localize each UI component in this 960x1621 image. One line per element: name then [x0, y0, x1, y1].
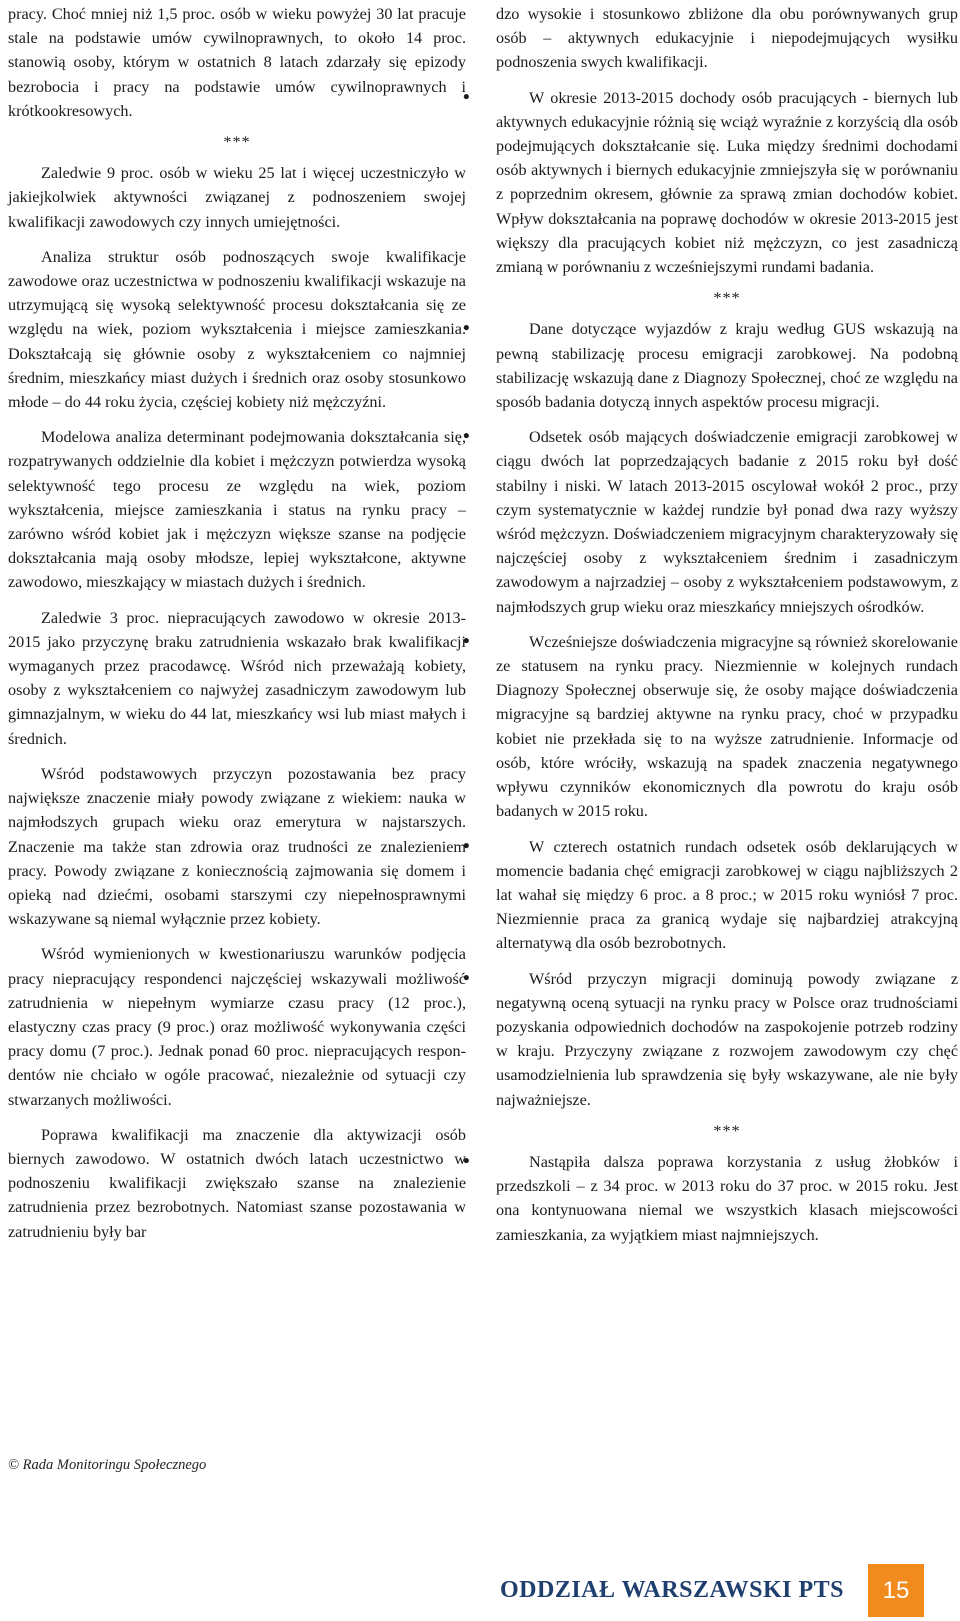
section-separator: *** — [223, 133, 251, 152]
section-separator: *** — [713, 1121, 741, 1140]
footer-organization: ODDZIAŁ WARSZAWSKI PTS — [500, 1577, 844, 1603]
bullet-paragraph: • Analiza struktur osób podnoszących swoje kwalifikacje zawodowe oraz uczestnictwa w podnoszeniu kwalifikacji wskazuje na utrzymującą się wysoką selektywność procesu dokształcania się ze względu na wiek, poziom wykształcenia i miejsce zamieszkania. Dokształcają się głównie osoby z wykształceniem co najmniej średnim, mieszkańcy miast dużych i średnich oraz osoby stosunkowo młode – do 44 roku życia, częściej kobiety niż mężczyźni. — [8, 245, 466, 414]
section-separator: *** — [713, 289, 741, 308]
bullet-paragraph: • Zaledwie 9 proc. osób w wieku 25 lat i więcej uczestniczyło w jakiejkolwiek aktywności związanej z podnoszeniem swojej kwalifikacji zawodowych czy innych umiejętności. — [8, 161, 466, 234]
bullet-paragraph: • W czterech ostatnich rundach odsetek osób deklarujących w momencie badania chęć emigracji zarobkowej w ciągu najbliższych 2 lat wahał się między 6 proc. a 8 proc.; w 2015 roku wyniósł 7 proc. Niezmiennie praca za granicą wydaje się najbardziej atrakcyjną alternatywą dla osób bezrobotnych. — [496, 835, 958, 956]
right-column — [496, 2, 958, 1247]
page-number-badge: 15 — [868, 1564, 924, 1617]
bullet-paragraph: • Wśród wymienionych w kwestionariuszu warunków podjęcia pracy niepracujący respondenci najczęściej wskazywali możliwość zatrudnienia w niepełnym wymiarze czasu pracy (12 proc.), elastyczny czas pracy (9 proc.) oraz możliwość wykonywania części pracy domu (7 proc.). Jednak ponad 60 proc. niepracujących respondentów nie chciało w ogóle pracować, niezależnie od sytuacji czy stwarzanych możliwości. — [8, 942, 466, 1111]
bullet-paragraph: • Nastąpiła dalsza poprawa korzystania z usług żłobków i przedszkoli – z 34 proc. w 2013 roku do 37 proc. w 2015 roku. Jest ona kontynuowana niemal we wszystkich klasach miejscowości zamieszkania, za wyjątkiem miast najmniejszych. — [496, 1150, 958, 1247]
bullet-paragraph: • Dane dotyczące wyjazdów z kraju według GUS wskazują na pewną stabilizację procesu emigracji zarobkowej. Na podobną stabilizację wskazują dane z Diagnozy Społecznej, choć ze względu na sposób badania dotyczą innych aspektów procesu migracji. — [496, 317, 958, 414]
bullet-paragraph: • Wcześniejsze doświadczenia migracyjne są również skorelowanie ze statusem na rynku pracy. Niezmiennie w kolejnych rundach Diagnozy Społecznej obserwuje się, że osoby mające doświadczenia migracyjne są bardziej aktywne na rynku pracy, choć w przypadku kobiet nie przekłada się to na wyższe zatrudnienie. Informacje od osób, które wróciły, wskazują na spadek znaczenia negatywnego wpływu czynników ekonomicznych dla powrotu do kraju osób badanych w 2015 roku. — [496, 630, 958, 824]
bullet-paragraph: • Zaledwie 3 proc. niepracujących zawodowo w okresie 2013-2015 jako przyczynę braku zatrudnienia wskazało brak kwalifikacji wymaganych przez pracodawcę. Wśród nich przeważają kobiety, osoby z wykształceniem co najwyżej zasadniczym zawodowym lub gimnazjalnym, w wieku do 44 lat, mieszkańcy wsi lub miast małych i średnich. — [8, 606, 466, 751]
left-column — [8, 2, 466, 1244]
paragraph: pracy. Choć mniej niż 1,5 proc. osób w wieku powyżej 30 lat pracuje stale na podstawie umów cywilnoprawnych, to około 14 proc. stanowią osoby, którym w ostatnich 8 latach zdarzały się epizody bezrobocia i pracy na podstawie umów cywilnoprawnych i krótkookresowych. — [8, 5, 466, 120]
bullet-paragraph: • Wśród przyczyn migracji dominują powody związane z negatywną oceną sytuacji na rynku pracy w Polsce oraz trudnościami pozyskania odpowiednich dochodów na zaspokojenie potrzeb rodziny w kraju. Przyczyny związane z rozwojem zawodowym czy chęć usamodzielnienia lub sprawdzenia się były wskazywane, ale nie były najważniejsze. — [496, 967, 958, 1112]
paragraph: dzo wysokie i stosunkowo zbliżone dla obu porównywanych grup osób – aktywnych edukacyjnie i niepodejmujących wysiłku podnoszenia swych kwalifikacji. — [496, 5, 958, 72]
copyright-notice: © Rada Monitoringu Społecznego — [8, 1457, 207, 1473]
bullet-paragraph: • W okresie 2013-2015 dochody osób pracujących - biernych lub aktywnych edukacyjnie różnią się wciąż wyraźnie z korzyścią dla osób podejmujących dokształcanie się. Luka między średnimi dochodami osób aktywnych i biernych edukacyjnie zmniejszyła się w porównaniu z poprzednim okresem, głównie za sprawą zmian dochodów kobiet. Wpływ dokształcania na poprawę dochodów w okresie 2013-2015 jest większy dla pracujących kobiet niż mężczyzn, co jest zasadniczą zmianą w porównaniu z wcześniejszymi rundami badania. — [496, 86, 958, 280]
bullet-paragraph: • Poprawa kwalifikacji ma znaczenie dla aktywizacji osób biernych zawodowo. W ostatnich dwóch latach uczestnictwo w podnoszeniu kwalifikacji zwiększało szanse na znalezienie zatrudnienia przez bezrobotnych. Natomiast szanse pozostawania w zatrudnieniu były bar — [8, 1123, 466, 1244]
bullet-paragraph: • Modelowa analiza determinant podejmowania dokształcania się, rozpatrywanych oddzielnie dla kobiet i mężczyzn potwierdza wysoką selektywność tego procesu ze względu na wiek, poziom wykształcenia, miejsce zamieszkania i status na rynku pracy – zarówno wśród kobiet jak i mężczyzn większe szanse na podjęcie dokształcania mają osoby młodsze, lepiej wykształcone, aktywne zawodowo, mieszkający w miastach dużych i średnich. — [8, 425, 466, 594]
bullet-paragraph: • Odsetek osób mających doświadczenie emigracji zarobkowej w ciągu dwóch lat poprzedzających badanie z 2015 roku był dość stabilny i niski. W latach 2013-2015 oscylował wokół 2 proc., przy czym systematycznie w każdej rundzie był ponad dwa razy wyższy wśród mężczyzn. Doświadczeniem migracyjnym charakteryzowały się najczęściej osoby z wykształceniem średnim i zasadniczym zawodowym a najrzadziej – osoby z wykształceniem podstawowym, z najmłodszych grup wieku oraz mieszkańcy mniejszych ośrodków. — [496, 425, 958, 619]
bullet-paragraph: • Wśród podstawowych przyczyn pozostawania bez pracy największe znaczenie miały powody związane z wiekiem: nauka w najmłodszych grupach wieku oraz emerytura w najstarszych. Znaczenie ma także stan zdrowia oraz trudności ze znalezieniem pracy. Powody związane z koniecznością zajmowania się domem i opieką nad dziećmi, osobami starszymi czy niepełnosprawnymi wskazywane są niemal wyłącznie przez kobiety. — [8, 762, 466, 931]
